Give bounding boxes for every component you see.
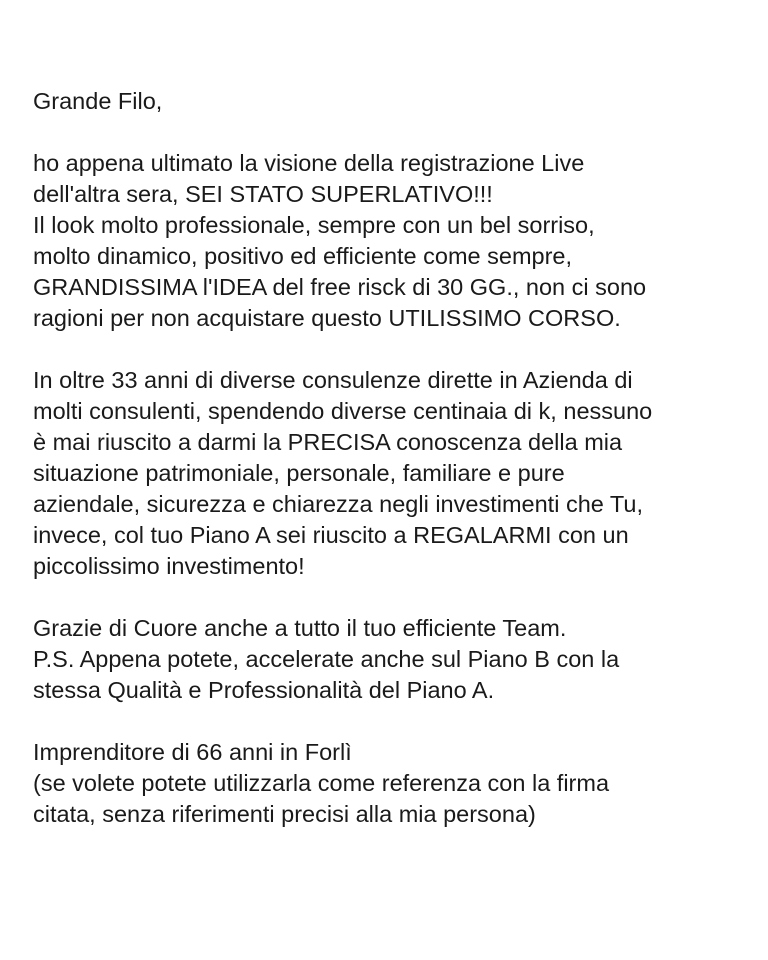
text-line: stessa Qualità e Professionalità del Piano A. [33,677,495,703]
signature-line: Imprenditore di 66 anni in Forlì [33,739,352,765]
text-line: situazione patrimoniale, personale, familiare e pure [33,460,565,486]
text-line: Il look molto professionale, sempre con un bel sorriso, [33,212,595,238]
paragraph-experience [33,365,753,582]
text-line: In oltre 33 anni di diverse consulenze dirette in Azienda di [33,367,633,393]
paragraph-spacer [33,117,753,148]
paragraph-thanks [33,613,753,706]
text-line: ragioni per non acquistare questo UTILISSIMO CORSO. [33,305,621,331]
greeting: Grande Filo, [33,88,163,114]
text-line: aziendale, sicurezza e chiarezza negli investimenti che Tu, [33,491,644,517]
testimonial-letter [33,86,753,830]
signature-block [33,737,753,830]
signature-note: (se volete potete utilizzarla come referenza con la firma [33,770,610,796]
paragraph-praise [33,148,753,334]
text-line: P.S. Appena potete, accelerate anche sul Piano B con la [33,646,620,672]
text-line: piccolissimo investimento! [33,553,305,579]
text-line: Grazie di Cuore anche a tutto il tuo efficiente Team. [33,615,567,641]
paragraph-spacer [33,706,753,737]
paragraph-spacer [33,582,753,613]
text-line: è mai riuscito a darmi la PRECISA conoscenza della mia [33,429,623,455]
text-line: ho appena ultimato la visione della registrazione Live [33,150,585,176]
paragraph-spacer [33,334,753,365]
text-line: dell'altra sera, SEI STATO SUPERLATIVO!!! [33,181,493,207]
text-line: molto dinamico, positivo ed efficiente come sempre, [33,243,573,269]
text-line: GRANDISSIMA l'IDEA del free risck di 30 GG., non ci sono [33,274,647,300]
text-line: invece, col tuo Piano A sei riuscito a REGALARMI con un [33,522,629,548]
text-line: molti consulenti, spendendo diverse centinaia di k, nessuno [33,398,653,424]
signature-note: citata, senza riferimenti precisi alla mia persona) [33,801,536,827]
